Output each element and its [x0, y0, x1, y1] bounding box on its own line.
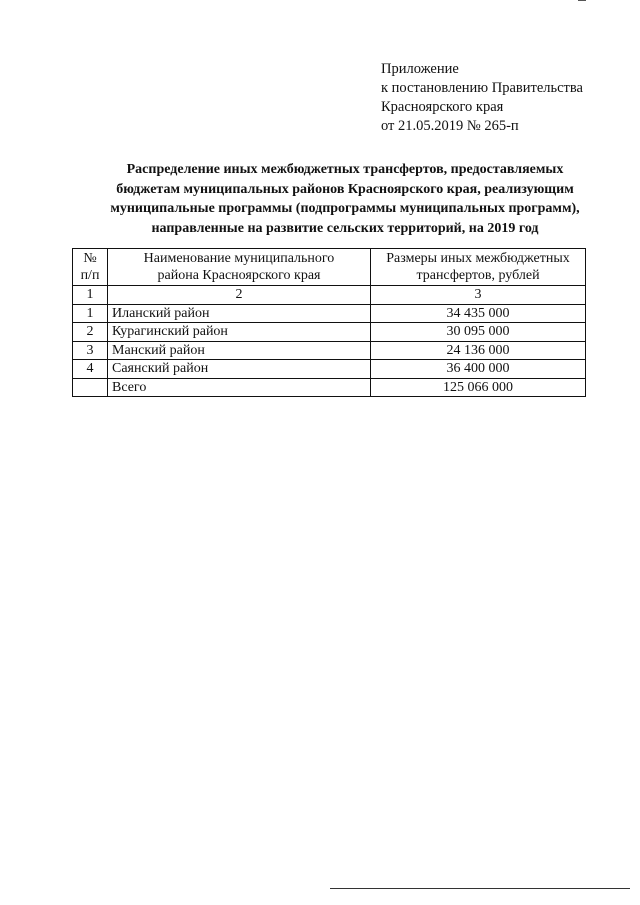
header-text: Размеры иных межбюджетных — [386, 251, 570, 266]
appendix-line: Красноярского края — [381, 99, 504, 115]
column-index: 1 — [73, 286, 108, 305]
transfer-amount: 34 435 000 — [371, 304, 586, 323]
appendix-line: к постановлению Правительства — [381, 80, 583, 96]
header-text: Наименование муниципального — [143, 251, 335, 266]
appendix-line: от 21.05.2019 № 265-п — [381, 118, 519, 134]
table-row — [73, 304, 586, 323]
appendix-line: Приложение — [381, 61, 459, 77]
table-row — [73, 323, 586, 342]
transfer-amount: 36 400 000 — [371, 360, 586, 379]
transfer-amount: 24 136 000 — [371, 341, 586, 360]
scan-mark — [578, 0, 586, 1]
header-text: № — [83, 251, 97, 266]
district-name: Курагинский район — [108, 323, 371, 342]
district-name: Манский район — [108, 341, 371, 360]
total-amount: 125 066 000 — [371, 378, 586, 397]
document-title — [60, 160, 630, 238]
title-line: направленные на развитие сельских территорий, на 2019 год — [151, 220, 539, 236]
table-row — [73, 360, 586, 379]
row-number: 2 — [73, 323, 108, 342]
total-label: Всего — [108, 378, 371, 397]
table-header-row — [73, 249, 586, 286]
row-number — [73, 378, 108, 397]
header-district-name — [108, 249, 371, 286]
header-number — [73, 249, 108, 286]
appendix-block — [381, 60, 583, 136]
header-amount — [371, 249, 586, 286]
column-index: 2 — [108, 286, 371, 305]
total-row — [73, 378, 586, 397]
title-line: бюджетам муниципальных районов Красноярского края, реализующим — [116, 181, 574, 197]
transfer-amount: 30 095 000 — [371, 323, 586, 342]
footer-divider — [330, 888, 630, 889]
transfers-table — [72, 248, 586, 397]
header-text: района Красноярского края — [157, 268, 321, 283]
header-text: трансфертов, рублей — [416, 268, 540, 283]
title-line: муниципальные программы (подпрограммы муниципальных программ), — [110, 201, 580, 216]
row-number: 1 — [73, 304, 108, 323]
table-row — [73, 341, 586, 360]
header-text: п/п — [80, 268, 100, 283]
column-index-row — [73, 286, 586, 305]
column-index: 3 — [371, 286, 586, 305]
district-name: Саянский район — [108, 360, 371, 379]
district-name: Иланский район — [108, 304, 371, 323]
title-line: Распределение иных межбюджетных трансфертов, предоставляемых — [126, 162, 564, 177]
row-number: 4 — [73, 360, 108, 379]
row-number: 3 — [73, 341, 108, 360]
